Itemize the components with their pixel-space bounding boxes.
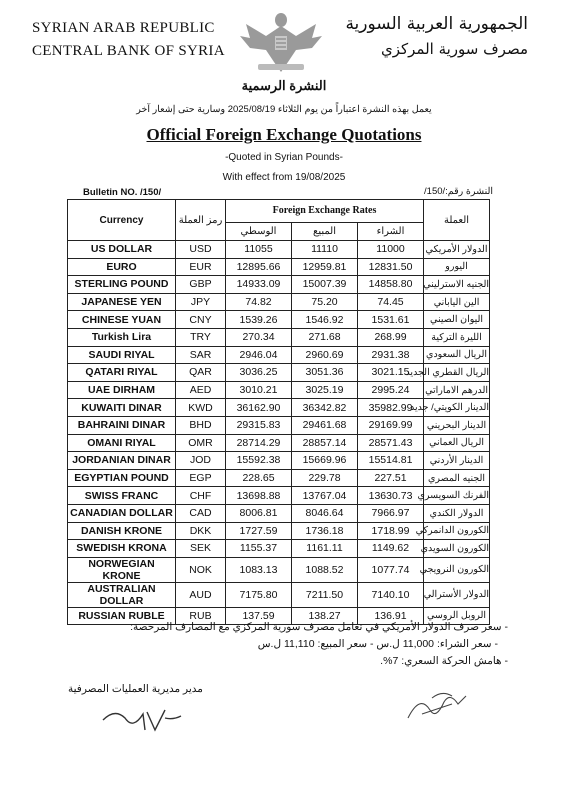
currency-name: NORWEGIAN KRONE [68,557,176,582]
currency-name-ar: الدولار الكندي [424,504,490,522]
currency-code: JOD [176,452,226,470]
rate-buy: 7966.97 [358,504,424,522]
rate-buy: 3021.15 [358,364,424,382]
col-header-rates: Foreign Exchange Rates [226,200,424,223]
table-row [68,258,490,276]
rate-sell: 12959.81 [292,258,358,276]
table-row [68,364,490,382]
eagle-emblem-icon [236,6,326,76]
currency-code: KWD [176,399,226,417]
table-row [68,522,490,540]
currency-name: Turkish Lira [68,328,176,346]
header-en-line1: SYRIAN ARAB REPUBLIC [32,20,215,36]
header-ar-line2: مصرف سورية المركزي [380,40,528,58]
rate-buy: 13630.73 [358,487,424,505]
rate-mid: 8006.81 [226,504,292,522]
currency-name-ar: الريال القطري الجديد [424,364,490,382]
rate-sell: 3025.19 [292,381,358,399]
currency-code: EGP [176,469,226,487]
rate-sell: 8046.64 [292,504,358,522]
rate-mid: 1727.59 [226,522,292,540]
note-buy-sell: - سعر الشراء: 11,000 ل.س - سعر المبيع: 11,110 ل.س [257,638,498,650]
rate-mid: 3010.21 [226,381,292,399]
rate-buy: 7140.10 [358,582,424,607]
currency-name: SAUDI RIYAL [68,346,176,364]
rate-sell: 75.20 [292,293,358,311]
table-row [68,346,490,364]
currency-name-ar: اليورو [424,258,490,276]
currency-name: EURO [68,258,176,276]
currency-code: USD [176,241,226,259]
rate-mid: 2946.04 [226,346,292,364]
rate-buy: 1077.74 [358,557,424,582]
rate-mid: 3036.25 [226,364,292,382]
doc-effect-date: With effect from 19/08/2025 [222,172,346,183]
doc-title: Official Foreign Exchange Quotations [146,125,422,144]
notes [48,621,508,667]
currency-name-ar: الجنيه المصري [424,469,490,487]
signature-left [95,700,185,740]
currency-name: RUSSIAN RUBLE [68,607,176,625]
rate-mid: 14933.09 [226,276,292,294]
currency-name: SWEDISH KRONA [68,540,176,558]
rate-sell: 3051.36 [292,364,358,382]
currency-code: OMR [176,434,226,452]
currency-name-ar: الدينار الكويتي/ جديد [424,399,490,417]
rate-buy: 1531.61 [358,311,424,329]
table-row [68,276,490,294]
currency-code: JPY [176,293,226,311]
table-row [68,293,490,311]
col-header-sell: المبيع [292,222,358,240]
rate-mid: 74.82 [226,293,292,311]
rate-buy: 1718.99 [358,522,424,540]
col-header-code: رمز العملة [176,200,226,241]
currency-name-ar: الدينار البحريني [424,416,490,434]
rate-mid: 13698.88 [226,487,292,505]
rate-mid: 137.59 [226,607,292,625]
ar-title: النشرة الرسمية [241,78,327,93]
note-usd-rate: - سعر صرف الدولار الأمريكي في تعامل مصرف سورية المركزي مع المصارف المرخصة: [130,621,508,633]
currency-name-ar: الين الياباني [424,293,490,311]
rate-buy: 28571.43 [358,434,424,452]
table-row [68,469,490,487]
currency-name-ar: الجنيه الاسترليني [424,276,490,294]
currency-name-ar: الكورون الدانمركي [424,522,490,540]
table-row [68,557,490,582]
currency-name-ar: الفرنك السويسري [424,487,490,505]
rate-sell: 271.68 [292,328,358,346]
currency-code: AED [176,381,226,399]
rate-mid: 36162.90 [226,399,292,417]
currency-code: DKK [176,522,226,540]
doc-subtitle: -Quoted in Syrian Pounds- [225,152,343,163]
table-row [68,582,490,607]
note-margin: - هامش الحركة السعري: 7%. [380,655,508,667]
currency-name: AUSTRALIAN DOLLAR [68,582,176,607]
rate-buy: 136.91 [358,607,424,625]
currency-code: CHF [176,487,226,505]
rate-mid: 11055 [226,241,292,259]
rate-buy: 14858.80 [358,276,424,294]
currency-name-ar: الريال العماني [424,434,490,452]
table-row [68,487,490,505]
rate-sell: 7211.50 [292,582,358,607]
rate-mid: 270.34 [226,328,292,346]
rate-buy: 11000 [358,241,424,259]
currency-name-ar: الدرهم الاماراتي [424,381,490,399]
col-header-buy: الشراء [358,222,424,240]
ar-effect-line: يعمل بهذه النشرة اعتباراً من يوم الثلاثاء 2025/08/19 وسارية حتى إشعار آخر [136,104,432,115]
rate-buy: 74.45 [358,293,424,311]
table-row [68,328,490,346]
currency-code: AUD [176,582,226,607]
table-row [68,540,490,558]
rate-sell: 13767.04 [292,487,358,505]
header-en-line2: CENTRAL BANK OF SYRIA [32,43,225,59]
rate-mid: 12895.66 [226,258,292,276]
rate-buy: 12831.50 [358,258,424,276]
rate-buy: 15514.81 [358,452,424,470]
currency-name: OMANI RIYAL [68,434,176,452]
currency-name: KUWAITI DINAR [68,399,176,417]
currency-name-ar: الدولار الأسترالي [424,582,490,607]
rate-sell: 2960.69 [292,346,358,364]
rate-mid: 29315.83 [226,416,292,434]
exchange-rate-table [67,199,490,625]
currency-name: BAHRAINI DINAR [68,416,176,434]
currency-name: CHINESE YUAN [68,311,176,329]
currency-name: QATARI RIYAL [68,364,176,382]
rate-mid: 1539.26 [226,311,292,329]
rate-buy: 35982.99 [358,399,424,417]
currency-name: STERLING POUND [68,276,176,294]
rate-buy: 2931.38 [358,346,424,364]
rate-sell: 28857.14 [292,434,358,452]
currency-code: RUB [176,607,226,625]
table-row [68,381,490,399]
rate-buy: 227.51 [358,469,424,487]
currency-name-ar: الدولار الأمريكي [424,241,490,259]
col-header-currency: Currency [68,200,176,241]
rate-mid: 1083.13 [226,557,292,582]
rate-sell: 1088.52 [292,557,358,582]
rate-buy: 29169.99 [358,416,424,434]
currency-code: SEK [176,540,226,558]
currency-name-ar: الدينار الأردني [424,452,490,470]
table-row [68,241,490,259]
currency-code: QAR [176,364,226,382]
currency-name: CANADIAN DOLLAR [68,504,176,522]
rate-sell: 11110 [292,241,358,259]
rate-sell: 229.78 [292,469,358,487]
rate-sell: 1546.92 [292,311,358,329]
currency-name: JAPANESE YEN [68,293,176,311]
currency-code: NOK [176,557,226,582]
rate-sell: 1736.18 [292,522,358,540]
currency-name: UAE DIRHAM [68,381,176,399]
currency-name: DANISH KRONE [68,522,176,540]
col-header-ar: العملة [424,200,490,241]
signatory-title: مدير مديرية العمليات المصرفية [68,683,203,695]
currency-code: GBP [176,276,226,294]
currency-code: TRY [176,328,226,346]
currency-name: JORDANIAN DINAR [68,452,176,470]
currency-name-ar: الروبل الروسي [424,607,490,625]
currency-name-ar: الكورون النرويجي [424,557,490,582]
rate-mid: 15592.38 [226,452,292,470]
table-row [68,416,490,434]
rate-mid: 7175.80 [226,582,292,607]
rate-buy: 2995.24 [358,381,424,399]
bulletin-number-ar: النشرة رقم:/150/ [424,186,493,197]
rate-sell: 15007.39 [292,276,358,294]
currency-code: EUR [176,258,226,276]
rate-sell: 15669.96 [292,452,358,470]
currency-name-ar: الكورون السويدي [424,540,490,558]
rate-buy: 1149.62 [358,540,424,558]
rate-buy: 268.99 [358,328,424,346]
rate-mid: 28714.29 [226,434,292,452]
currency-code: CAD [176,504,226,522]
rate-mid: 228.65 [226,469,292,487]
rate-sell: 36342.82 [292,399,358,417]
currency-name-ar: اليوان الصيني [424,311,490,329]
currency-name: US DOLLAR [68,241,176,259]
currency-code: BHD [176,416,226,434]
rate-sell: 29461.68 [292,416,358,434]
bulletin-number-en: Bulletin NO. /150/ [83,187,162,198]
rate-sell: 138.27 [292,607,358,625]
currency-name-ar: الريال السعودي [424,346,490,364]
table-row [68,434,490,452]
col-header-mid: الوسطي [226,222,292,240]
currency-name: SWISS FRANC [68,487,176,505]
signature-right [402,684,472,729]
rate-sell: 1161.11 [292,540,358,558]
table-row [68,504,490,522]
table-row [68,452,490,470]
rate-mid: 1155.37 [226,540,292,558]
header-ar-line1: الجمهورية العربية السورية [345,14,528,34]
table-row [68,311,490,329]
currency-name: EGYPTIAN POUND [68,469,176,487]
table-row [68,399,490,417]
currency-code: CNY [176,311,226,329]
currency-name-ar: الليرة التركية [424,328,490,346]
currency-code: SAR [176,346,226,364]
